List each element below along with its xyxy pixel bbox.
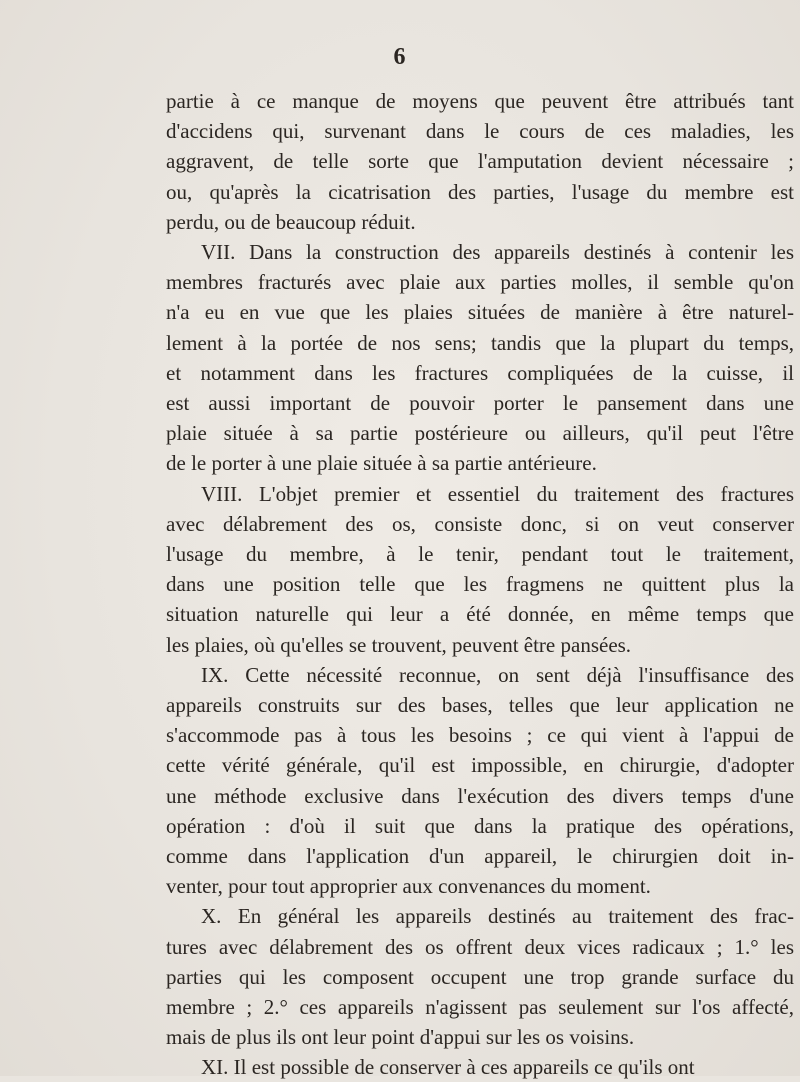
- text-line: ou, qu'après la cicatrisation des parties, l'usage du membre est: [166, 180, 794, 204]
- text-line: X. En général les appareils destinés au traitement des frac-: [201, 904, 794, 928]
- text-line: plaie située à sa partie postérieure ou ailleurs, qu'il peut l'être: [166, 421, 794, 445]
- text-line: cette vérité générale, qu'il est impossible, en chirurgie, d'adopter: [166, 753, 794, 777]
- text-line: s'accommode pas à tous les besoins ; ce qui vient à l'appui de: [166, 723, 794, 747]
- text-line: lement à la portée de nos sens; tandis que la plupart du temps,: [166, 331, 794, 355]
- text-line: IX. Cette nécessité reconnue, on sent déjà l'insuffisance des: [201, 663, 794, 687]
- text-line: venter, pour tout approprier aux convenances du moment.: [166, 874, 651, 898]
- text-line: comme dans l'application d'un appareil, le chirurgien doit in-: [166, 844, 794, 868]
- text-line: membre ; 2.° ces appareils n'agissent pas seulement sur l'os affecté,: [166, 995, 794, 1019]
- text-line: VII. Dans la construction des appareils destinés à contenir les: [201, 240, 794, 264]
- text-line: VIII. L'objet premier et essentiel du traitement des fractures: [201, 482, 794, 506]
- text-line: appareils construits sur des bases, telles que leur application ne: [166, 693, 794, 717]
- text-line: dans une position telle que les fragmens ne quittent plus la: [166, 572, 794, 596]
- text-line: de le porter à une plaie située à sa partie antérieure.: [166, 451, 597, 475]
- text-line: perdu, ou de beaucoup réduit.: [166, 210, 416, 234]
- page-number: 6: [393, 44, 407, 70]
- text-line: d'accidens qui, survenant dans le cours de ces maladies, les: [166, 119, 794, 143]
- text-line: XI. Il est possible de conserver à ces appareils ce qu'ils ont: [201, 1055, 695, 1079]
- text-line: est aussi important de pouvoir porter le pansement dans une: [166, 391, 794, 415]
- text-line: une méthode exclusive dans l'exécution des divers temps d'une: [166, 784, 794, 808]
- text-line: parties qui les composent occupent une trop grande surface du: [166, 965, 794, 989]
- text-line: opération : d'où il suit que dans la pratique des opérations,: [166, 814, 794, 838]
- text-line: situation naturelle qui leur a été donnée, en même temps que: [166, 602, 794, 626]
- text-line: avec délabrement des os, consiste donc, si on veut conserver: [166, 512, 794, 536]
- text-line: les plaies, où qu'elles se trouvent, peuvent être pansées.: [166, 633, 632, 657]
- text-line: l'usage du membre, à le tenir, pendant tout le traitement,: [166, 542, 794, 566]
- text-line: tures avec délabrement des os offrent deux vices radicaux ; 1.° les: [166, 935, 794, 959]
- text-line: et notamment dans les fractures compliquées de la cuisse, il: [166, 361, 794, 385]
- text-line: aggravent, de telle sorte que l'amputation devient nécessaire ;: [166, 149, 794, 173]
- text-line: mais de plus ils ont leur point d'appui sur les os voisins.: [166, 1025, 635, 1049]
- text-line: partie à ce manque de moyens que peuvent être attribués tant: [166, 89, 794, 113]
- text-line: n'a eu en vue que les plaies situées de manière à être naturel-: [166, 300, 794, 324]
- text-line: membres fracturés avec plaie aux parties molles, il semble qu'on: [166, 270, 794, 294]
